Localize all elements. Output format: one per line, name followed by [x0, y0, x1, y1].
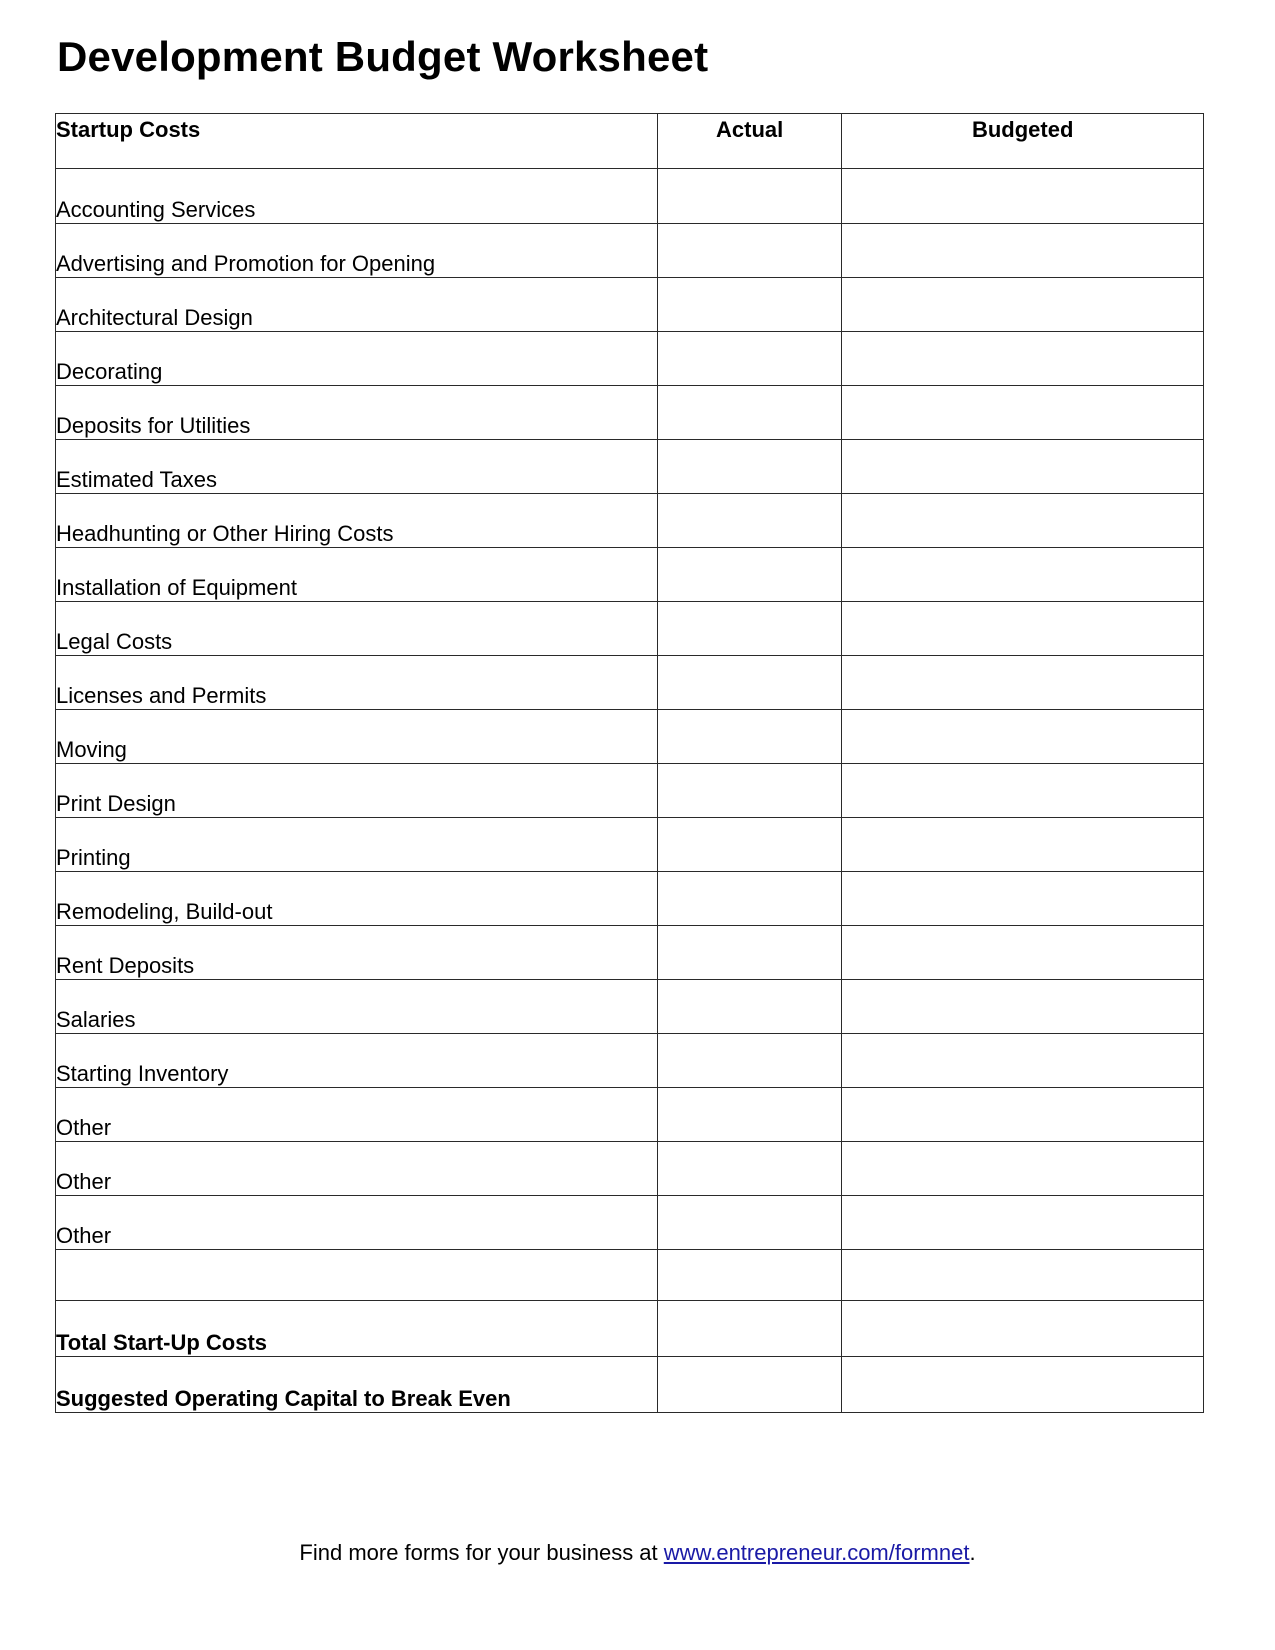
table-row — [56, 1142, 1204, 1196]
actual-entry-cell[interactable] — [657, 926, 841, 980]
total-row — [56, 1301, 1204, 1357]
cost-item-label: Other — [56, 1142, 658, 1196]
budgeted-entry-cell[interactable] — [842, 224, 1204, 278]
column-header-actual: Actual — [657, 114, 841, 169]
footer — [0, 1540, 1275, 1566]
table-row — [56, 764, 1204, 818]
budgeted-entry-cell[interactable] — [842, 440, 1204, 494]
actual-entry-cell[interactable] — [657, 1088, 841, 1142]
table-row — [56, 386, 1204, 440]
table-row — [56, 224, 1204, 278]
cost-item-label: Deposits for Utilities — [56, 386, 658, 440]
table-row — [56, 494, 1204, 548]
cost-item-label: Architectural Design — [56, 278, 658, 332]
actual-entry-cell[interactable] — [657, 872, 841, 926]
budgeted-entry-cell[interactable] — [842, 386, 1204, 440]
budgeted-entry-cell[interactable] — [842, 1196, 1204, 1250]
budgeted-entry-cell[interactable] — [842, 818, 1204, 872]
budgeted-entry-cell[interactable] — [842, 548, 1204, 602]
budgeted-entry-cell[interactable] — [842, 980, 1204, 1034]
cost-item-label: Salaries — [56, 980, 658, 1034]
footer-link[interactable]: www.entrepreneur.com/formnet — [663, 1540, 970, 1565]
actual-entry-cell[interactable] — [657, 1250, 841, 1301]
budget-table-body — [56, 169, 1204, 1413]
actual-entry-cell[interactable] — [657, 332, 841, 386]
cost-item-label: Legal Costs — [56, 602, 658, 656]
actual-entry-cell[interactable] — [657, 980, 841, 1034]
column-header-budgeted: Budgeted — [842, 114, 1204, 169]
table-row — [56, 332, 1204, 386]
cost-item-label: Licenses and Permits — [56, 656, 658, 710]
actual-entry-cell[interactable] — [657, 548, 841, 602]
table-row — [56, 278, 1204, 332]
budgeted-entry-cell[interactable] — [842, 926, 1204, 980]
cost-item-label: Estimated Taxes — [56, 440, 658, 494]
cost-item-label: Remodeling, Build-out — [56, 872, 658, 926]
actual-entry-cell[interactable] — [657, 1301, 841, 1357]
actual-entry-cell[interactable] — [657, 818, 841, 872]
page-title: Development Budget Worksheet — [57, 33, 709, 80]
cost-item-label: Other — [56, 1196, 658, 1250]
table-row — [56, 656, 1204, 710]
cost-item-label: Total Start-Up Costs — [56, 1301, 658, 1357]
cost-item-label: Rent Deposits — [56, 926, 658, 980]
actual-entry-cell[interactable] — [657, 1142, 841, 1196]
budgeted-entry-cell[interactable] — [842, 710, 1204, 764]
table-row — [56, 1034, 1204, 1088]
budgeted-entry-cell[interactable] — [842, 278, 1204, 332]
cost-item-label: Advertising and Promotion for Opening — [56, 224, 658, 278]
budgeted-entry-cell[interactable] — [842, 1250, 1204, 1301]
table-row — [56, 926, 1204, 980]
table-row — [56, 872, 1204, 926]
table-row — [56, 818, 1204, 872]
cost-item-label: Other — [56, 1088, 658, 1142]
budgeted-entry-cell[interactable] — [842, 169, 1204, 224]
actual-entry-cell[interactable] — [657, 224, 841, 278]
table-row — [56, 440, 1204, 494]
table-row — [56, 602, 1204, 656]
cost-item-label: Decorating — [56, 332, 658, 386]
table-row — [56, 1250, 1204, 1301]
budgeted-entry-cell[interactable] — [842, 1142, 1204, 1196]
actual-entry-cell[interactable] — [657, 386, 841, 440]
cost-item-label: Headhunting or Other Hiring Costs — [56, 494, 658, 548]
budgeted-entry-cell[interactable] — [842, 1088, 1204, 1142]
budgeted-entry-cell[interactable] — [842, 602, 1204, 656]
actual-entry-cell[interactable] — [657, 494, 841, 548]
table-row — [56, 169, 1204, 224]
cost-item-label: Accounting Services — [56, 169, 658, 224]
budgeted-entry-cell[interactable] — [842, 1034, 1204, 1088]
cost-item-label: Printing — [56, 818, 658, 872]
budgeted-entry-cell[interactable] — [842, 872, 1204, 926]
actual-entry-cell[interactable] — [657, 278, 841, 332]
cost-item-label: Starting Inventory — [56, 1034, 658, 1088]
budget-table — [55, 113, 1204, 1413]
table-row — [56, 1196, 1204, 1250]
table-row — [56, 980, 1204, 1034]
total-row — [56, 1357, 1204, 1413]
table-row — [56, 710, 1204, 764]
column-header-startup-costs: Startup Costs — [56, 114, 658, 169]
budgeted-entry-cell[interactable] — [842, 494, 1204, 548]
cost-item-label: Moving — [56, 710, 658, 764]
header-row — [56, 114, 1204, 169]
cost-item-label — [56, 1250, 658, 1301]
actual-entry-cell[interactable] — [657, 764, 841, 818]
budgeted-entry-cell[interactable] — [842, 764, 1204, 818]
actual-entry-cell[interactable] — [657, 440, 841, 494]
actual-entry-cell[interactable] — [657, 1034, 841, 1088]
budgeted-entry-cell[interactable] — [842, 332, 1204, 386]
actual-entry-cell[interactable] — [657, 710, 841, 764]
cost-item-label: Print Design — [56, 764, 658, 818]
footer-suffix: . — [969, 1540, 976, 1565]
cost-item-label: Installation of Equipment — [56, 548, 658, 602]
cost-item-label: Suggested Operating Capital to Break Even — [56, 1357, 658, 1413]
table-row — [56, 1088, 1204, 1142]
actual-entry-cell[interactable] — [657, 169, 841, 224]
table-row — [56, 548, 1204, 602]
actual-entry-cell[interactable] — [657, 1357, 841, 1413]
actual-entry-cell[interactable] — [657, 602, 841, 656]
actual-entry-cell[interactable] — [657, 1196, 841, 1250]
budgeted-entry-cell[interactable] — [842, 1301, 1204, 1357]
budgeted-entry-cell[interactable] — [842, 1357, 1204, 1413]
actual-entry-cell[interactable] — [657, 656, 841, 710]
budgeted-entry-cell[interactable] — [842, 656, 1204, 710]
footer-text: Find more forms for your business at — [299, 1540, 664, 1565]
